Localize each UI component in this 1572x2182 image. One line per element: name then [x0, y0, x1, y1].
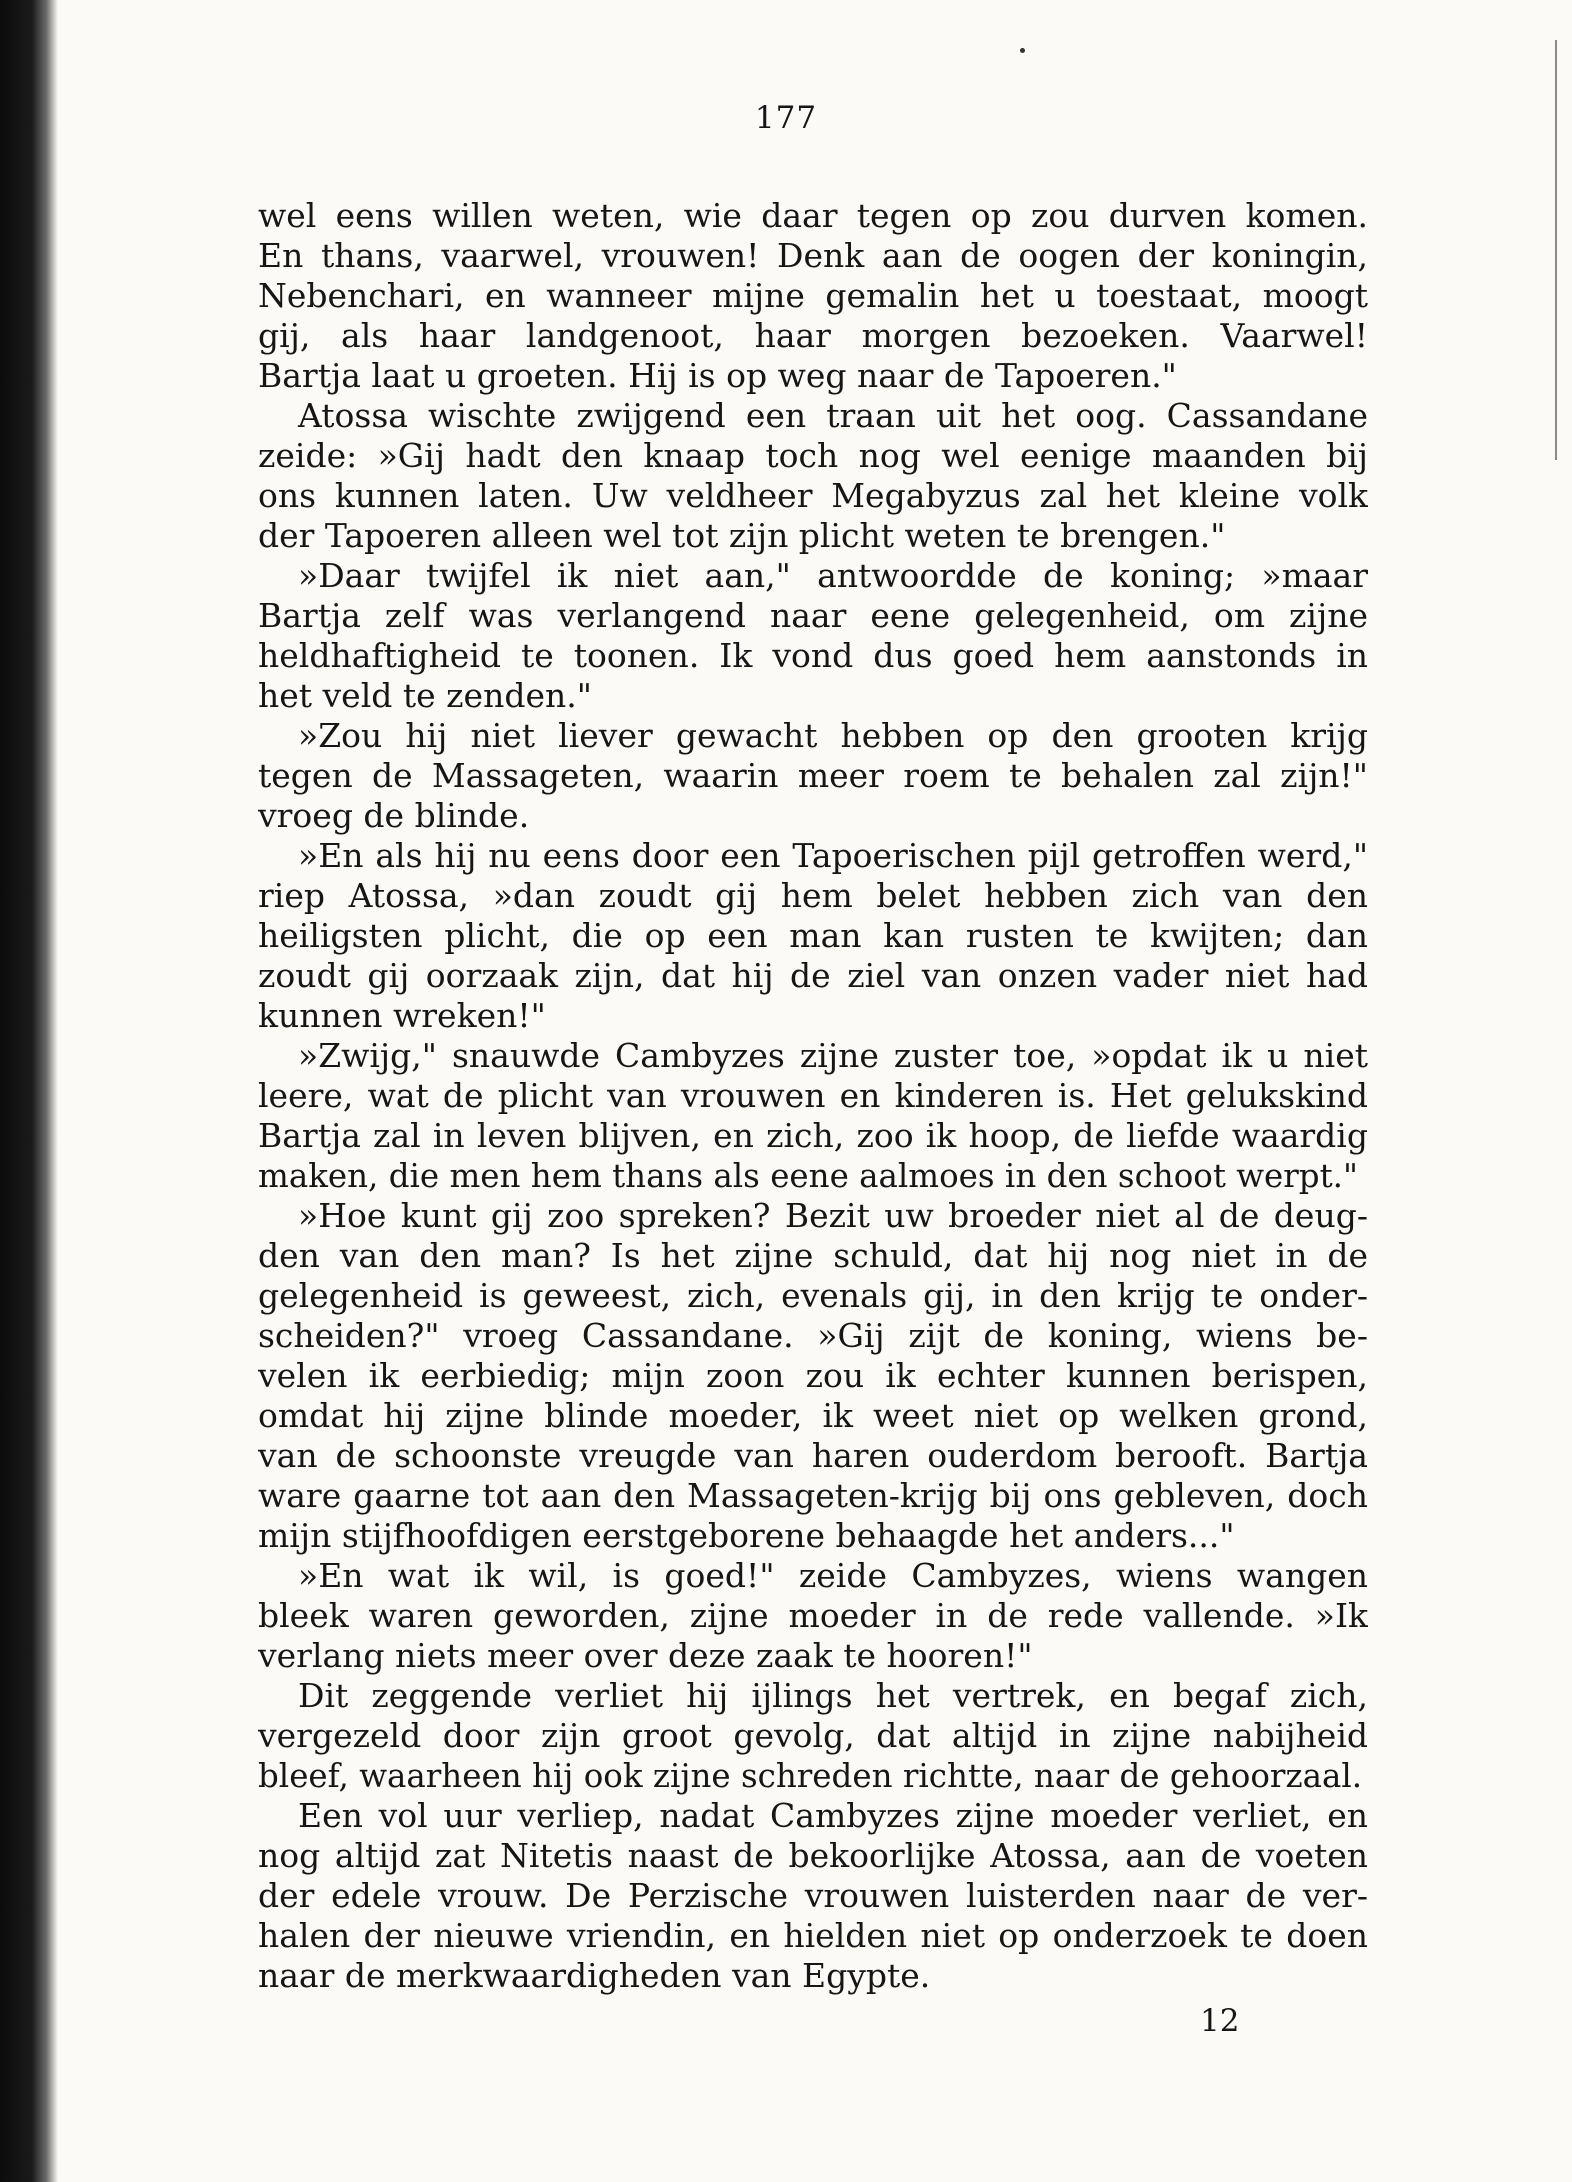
ink-speck	[1020, 48, 1025, 53]
text-line: verlang niets meer over deze zaak te hooren!"	[258, 1636, 1033, 1675]
text-line: ware gaarne tot aan den Massageten-krijg bij ons gebleven, doch	[258, 1476, 1368, 1515]
text-line: zoudt gij oorzaak zijn, dat hij de ziel van onzen vader niet had	[258, 956, 1368, 995]
text-line: wel eens willen weten, wie daar tegen op zou durven komen.	[258, 196, 1368, 235]
text-line: der edele vrouw. De Perzische vrouwen luisterden naar de ver-	[258, 1876, 1368, 1915]
text-line: leere, wat de plicht van vrouwen en kinderen is. Het gelukskind	[258, 1076, 1368, 1115]
text-line: »Hoe kunt gij zoo spreken? Bezit uw broeder niet al de deug-	[298, 1196, 1368, 1235]
text-line: vroeg de blinde.	[258, 796, 530, 835]
text-line: van de schoonste vreugde van haren ouderdom berooft. Bartja	[258, 1436, 1368, 1475]
text-line: scheiden?" vroeg Cassandane. »Gij zijt de koning, wiens be-	[258, 1316, 1368, 1355]
text-line: den van den man? Is het zijne schuld, dat hij nog niet in de	[258, 1236, 1368, 1275]
binding-edge	[0, 0, 58, 2182]
text-line: der Tapoeren alleen wel tot zijn plicht weten te brengen."	[258, 516, 1226, 555]
text-line: kunnen wreken!"	[258, 996, 546, 1035]
text-line: gelegenheid is geweest, zich, evenals gij, in den krijg te onder-	[258, 1276, 1368, 1315]
text-line: Bartja zelf was verlangend naar eene gelegenheid, om zijne	[258, 596, 1368, 635]
text-line: halen der nieuwe vriendin, en hielden niet op onderzoek te doen	[258, 1916, 1368, 1955]
text-line: »En als hij nu eens door een Tapoerischen pijl getroffen werd,"	[298, 836, 1368, 875]
signature-mark: 12	[1200, 2003, 1240, 2039]
text-line: Bartja zal in leven blijven, en zich, zoo ik hoop, de liefde waardig	[258, 1116, 1368, 1155]
text-line: heiligsten plicht, die op een man kan rusten te kwijten; dan	[258, 916, 1368, 955]
text-line: En thans, vaarwel, vrouwen! Denk aan de oogen der koningin,	[258, 236, 1368, 275]
text-line: ons kunnen laten. Uw veldheer Megabyzus zal het kleine volk	[258, 476, 1368, 515]
text-line: gij, als haar landgenoot, haar morgen bezoeken. Vaarwel!	[258, 316, 1368, 355]
text-line: het veld te zenden."	[258, 676, 592, 715]
text-line: velen ik eerbiedig; mijn zoon zou ik echter kunnen berispen,	[258, 1356, 1368, 1395]
body-text	[258, 196, 1368, 1996]
text-line: Nebenchari, en wanneer mijne gemalin het u toestaat, moogt	[258, 276, 1368, 315]
text-line: »Daar twijfel ik niet aan," antwoordde de koning; »maar	[298, 556, 1368, 595]
text-line: Bartja laat u groeten. Hij is op weg naar de Tapoeren."	[258, 356, 1177, 395]
text-line: »En wat ik wil, is goed!" zeide Cambyzes, wiens wangen	[298, 1556, 1368, 1595]
text-line: naar de merkwaardigheden van Egypte.	[258, 1956, 931, 1995]
text-line: zeide: »Gij hadt den knaap toch nog wel eenige maanden bij	[258, 436, 1368, 475]
text-line: mijn stijfhoofdigen eerstgeborene behaagde het anders..."	[258, 1516, 1235, 1555]
text-line: bleef, waarheen hij ook zijne schreden richtte, naar de gehoorzaal.	[258, 1757, 1363, 1795]
text-line: Een vol uur verliep, nadat Cambyzes zijne moeder verliet, en	[298, 1796, 1368, 1835]
text-line: bleek waren geworden, zijne moeder in de rede vallende. »Ik	[258, 1596, 1368, 1635]
text-line: Atossa wischte zwijgend een traan uit het oog. Cassandane	[298, 396, 1368, 435]
text-line: omdat hij zijne blinde moeder, ik weet niet op welken grond,	[258, 1396, 1368, 1435]
text-line: riep Atossa, »dan zoudt gij hem belet hebben zich van den	[258, 876, 1368, 915]
text-line: »Zwijg," snauwde Cambyzes zijne zuster toe, »opdat ik u niet	[298, 1036, 1368, 1075]
text-line: Dit zeggende verliet hij ijlings het vertrek, en begaf zich,	[298, 1676, 1368, 1715]
text-line: heldhaftigheid te toonen. Ik vond dus goed hem aanstonds in	[258, 636, 1368, 675]
page-number: 177	[754, 100, 818, 136]
text-line: tegen de Massageten, waarin meer roem te behalen zal zijn!"	[258, 756, 1368, 795]
text-line: vergezeld door zijn groot gevolg, dat altijd in zijne nabijheid	[258, 1716, 1368, 1755]
text-line: maken, die men hem thans als eene aalmoes in den schoot werpt."	[258, 1157, 1358, 1195]
text-line: »Zou hij niet liever gewacht hebben op den grooten krijg	[298, 716, 1368, 755]
text-line: nog altijd zat Nitetis naast de bekoorlijke Atossa, aan de voeten	[258, 1836, 1368, 1875]
